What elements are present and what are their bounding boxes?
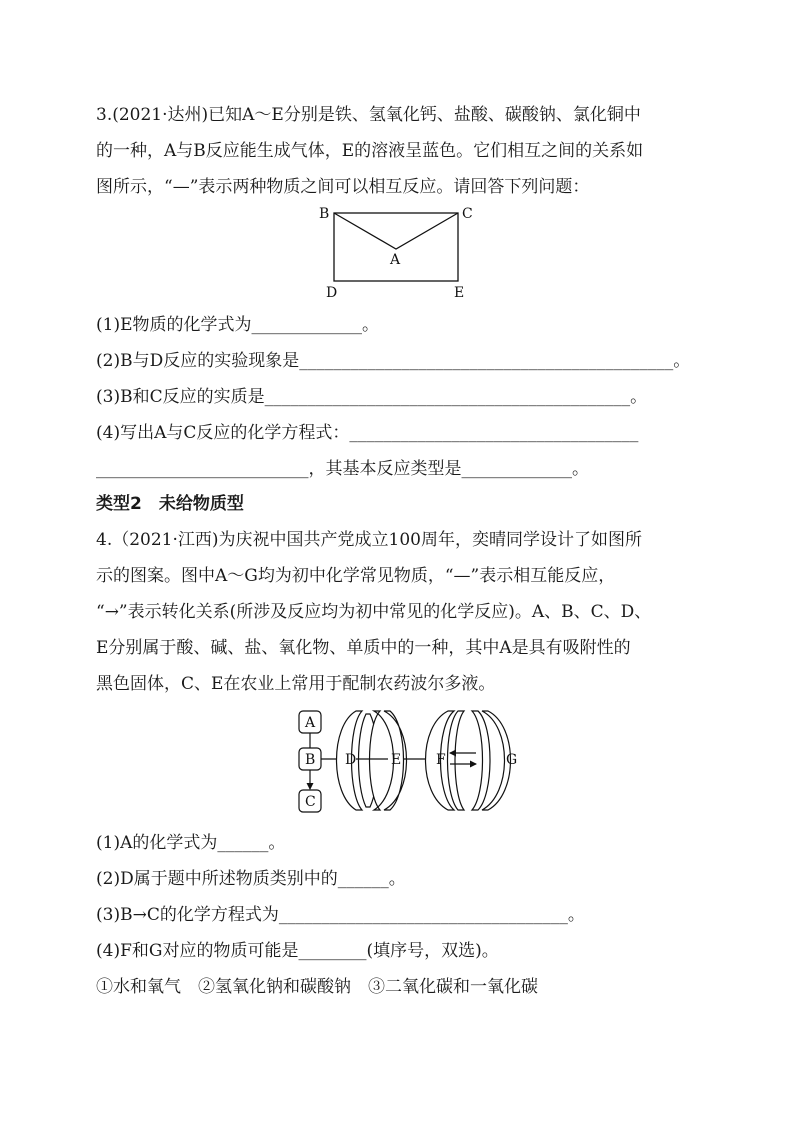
- q4-sub-1: (1)A的化学式为______。: [96, 833, 286, 853]
- q3-stem-line-3: 图所示，“—”表示两种物质之间可以相互反应。请回答下列问题：: [96, 177, 590, 197]
- q4-stem-line-5: 黑色固体，C、E在农业上常用于配制农药波尔多液。: [96, 674, 496, 694]
- q4-label-f: F: [436, 752, 446, 768]
- q4-sub-3: (3)B→C的化学方程式为__________________________________。: [96, 905, 585, 925]
- q3-figure: [310, 200, 490, 305]
- q3-sub-4-cont: _________________________，其基本反应类型是_____________。: [96, 459, 589, 479]
- q4-stem-line-4: E分别属于酸、碱、盐、氧化物、单质中的一种，其中A是具有吸附性的: [96, 638, 631, 658]
- q3-figure-v-lines: [334, 213, 458, 249]
- q4-sub-4: (4)F和G对应的物质可能是________(填序号，双选)。: [96, 941, 499, 961]
- q3-sub-4: (4)写出A与C反应的化学方程式：__________________________________: [96, 423, 639, 443]
- q3-sub-3: (3)B和C反应的实质是___________________________________________。: [96, 387, 648, 407]
- q4-shape-e-right: [370, 711, 394, 810]
- q4-label-e: E: [391, 752, 402, 768]
- q4-shape-g-inner: [472, 711, 490, 810]
- q4-options: ①水和氧气 ②氢氧化钠和碳酸钠 ③二氧化碳和一氧化碳: [96, 977, 538, 997]
- q3-label-b: B: [319, 206, 330, 222]
- q4-label-b: B: [305, 752, 316, 768]
- q3-label-e: E: [454, 285, 465, 301]
- q4-label-a: A: [305, 715, 316, 731]
- q3-sub-2: (2)B与D反应的实验现象是____________________________________________。: [96, 351, 691, 371]
- q4-sub-2: (2)D属于题中所述物质类别中的______。: [96, 869, 406, 889]
- q3-stem-line-1: 3.(2021·达州)已知A～E分别是铁、氢氧化钙、盐酸、碳酸钠、氯化铜中: [96, 105, 641, 125]
- section-heading: 类型2 未给物质型: [96, 494, 244, 514]
- q4-stem-line-2: 示的图案。图中A～G均为初中化学常见物质，“—”表示相互能反应，: [96, 566, 616, 586]
- q3-label-a: A: [390, 252, 401, 268]
- q4-stem-line-3: “→”表示转化关系(所涉及反应均为初中常见的化学反应)。A、B、C、D、: [96, 602, 652, 622]
- q4-figure: [290, 702, 530, 822]
- q3-label-c: C: [462, 206, 473, 222]
- q4-label-d: D: [345, 752, 357, 768]
- q4-stem-line-1: 4.（2021·江西)为庆祝中国共产党成立100周年，奕晴同学设计了如图所: [96, 530, 642, 550]
- q4-shape-f-inner: [448, 711, 465, 810]
- q3-label-d: D: [326, 285, 338, 301]
- q4-label-g: G: [506, 752, 518, 768]
- q3-sub-1: (1)E物质的化学式为_____________。: [96, 315, 379, 335]
- q3-stem-line-2: 的一种，A与B反应能生成气体，E的溶液呈蓝色。它们相互之间的关系如: [96, 141, 644, 161]
- q4-label-c: C: [305, 794, 316, 810]
